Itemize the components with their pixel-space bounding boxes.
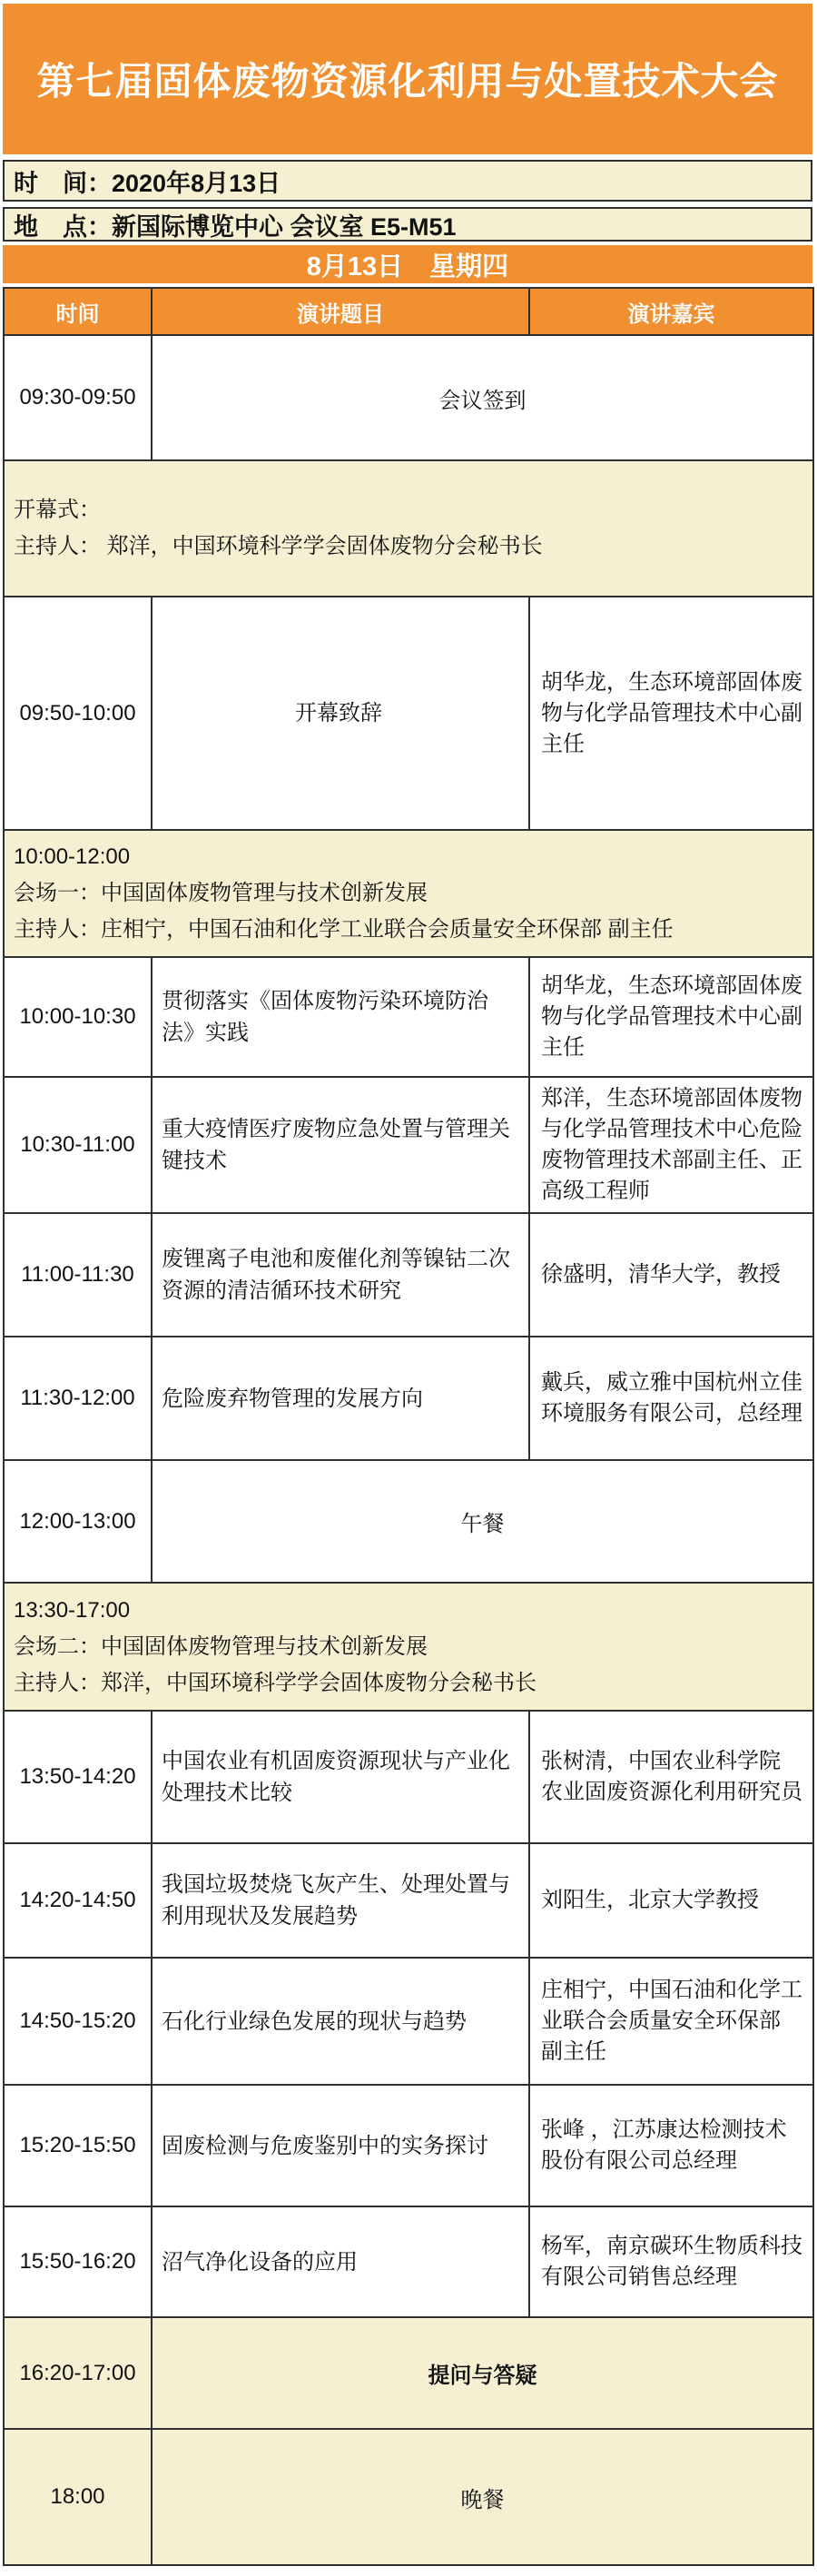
topic-cell: 贯彻落实《固体废物污染环境防治法》实践 [152, 957, 529, 1077]
section-line: 主持人：庄相宁，中国石油和化学工业联合会质量安全环保部 副主任 [14, 917, 674, 942]
schedule-header-row [4, 288, 813, 335]
time-cell: 15:20-15:50 [4, 2085, 152, 2206]
time-cell: 15:50-16:20 [4, 2206, 152, 2317]
time-cell: 11:30-12:00 [4, 1337, 152, 1460]
table-row [4, 957, 813, 1077]
section-cell [4, 1583, 813, 1711]
topic-cell: 我国垃圾焚烧飞灰产生、处理处置与利用现状及发展趋势 [152, 1843, 529, 1958]
guest-cell: 胡华龙，生态环境部固体废物与化学品管理技术中心副主任 [529, 957, 813, 1077]
page-title: 第七届固体废物资源化利用与处置技术大会 [36, 60, 779, 103]
merged-activity-cell: 提问与答疑 [152, 2317, 813, 2429]
table-row [4, 830, 813, 957]
header-guest: 演讲嘉宾 [529, 288, 813, 335]
section-line: 会场二：中国固体废物管理与技术创新发展 [14, 1633, 428, 1659]
guest-cell: 胡华龙，生态环境部固体废物与化学品管理技术中心副主任 [529, 597, 813, 830]
section-line: 10:00-12:00 [14, 844, 131, 869]
date-banner [3, 245, 812, 283]
table-row [4, 1213, 813, 1337]
table-row [4, 597, 813, 830]
guest-cell: 张树清，中国农业科学院 农业固废资源化利用研究员 [529, 1711, 813, 1843]
time-cell: 11:00-11:30 [4, 1213, 152, 1337]
time-cell: 09:50-10:00 [4, 597, 152, 830]
topic-cell: 固废检测与危废鉴别中的实务探讨 [152, 2085, 529, 2206]
section-line: 主持人： 郑洋，中国环境科学学会固体废物分会秘书长 [14, 534, 543, 558]
event-time-row [3, 160, 812, 202]
section-line: 开幕式： [14, 498, 101, 522]
time-cell: 16:20-17:00 [4, 2317, 152, 2429]
guest-cell: 戴兵，威立雅中国杭州立佳环境服务有限公司，总经理 [529, 1337, 813, 1460]
header-time: 时间 [4, 288, 152, 335]
guest-cell: 刘阳生，北京大学教授 [529, 1843, 813, 1958]
header-topic: 演讲题目 [152, 288, 529, 335]
table-row [4, 1583, 813, 1711]
topic-cell: 开幕致辞 [152, 597, 529, 830]
event-time-label: 时 间：2020年8月13日 [14, 169, 281, 197]
agenda-content [3, 4, 812, 2566]
topic-cell: 石化行业绿色发展的现状与趋势 [152, 1958, 529, 2085]
guest-cell: 张峰 ，江苏康达检测技术股份有限公司总经理 [529, 2085, 813, 2206]
topic-cell: 中国农业有机固废资源现状与产业化处理技术比较 [152, 1711, 529, 1843]
guest-cell: 庄相宁，中国石油和化学工业联合会质量安全环保部 副主任 [529, 1958, 813, 2085]
time-cell: 10:30-11:00 [4, 1077, 152, 1213]
time-cell: 14:20-14:50 [4, 1843, 152, 1958]
section-line: 主持人：郑洋，中国环境科学学会固体废物分会秘书长 [14, 1670, 536, 1695]
table-row [4, 1337, 813, 1460]
guest-cell: 杨军，南京碳环生物质科技有限公司销售总经理 [529, 2206, 813, 2317]
merged-activity-cell: 会议签到 [152, 335, 813, 460]
date-banner-label: 8月13日 星期四 [306, 252, 509, 281]
merged-activity-cell: 午餐 [152, 1460, 813, 1583]
guest-cell: 郑洋，生态环境部固体废物与化学品管理技术中心危险废物管理技术部副主任、正高级工程师 [529, 1077, 813, 1213]
table-row [4, 2317, 813, 2429]
table-row [4, 2429, 813, 2565]
table-row [4, 1460, 813, 1583]
title-band [3, 4, 812, 154]
table-row [4, 335, 813, 460]
time-cell: 12:00-13:00 [4, 1460, 152, 1583]
topic-cell: 沼气净化设备的应用 [152, 2206, 529, 2317]
time-cell: 18:00 [4, 2429, 152, 2565]
time-cell: 09:30-09:50 [4, 335, 152, 460]
table-row [4, 1077, 813, 1213]
topic-cell: 重大疫情医疗废物应急处置与管理关键技术 [152, 1077, 529, 1213]
guest-cell: 徐盛明，清华大学，教授 [529, 1213, 813, 1337]
table-row [4, 2206, 813, 2317]
table-row [4, 460, 813, 597]
table-row [4, 1843, 813, 1958]
section-line: 会场一：中国固体废物管理与技术创新发展 [14, 881, 428, 905]
topic-cell: 危险废弃物管理的发展方向 [152, 1337, 529, 1460]
time-cell: 13:50-14:20 [4, 1711, 152, 1843]
table-row [4, 1958, 813, 2085]
schedule-table [3, 287, 814, 2566]
time-cell: 14:50-15:20 [4, 1958, 152, 2085]
section-line: 13:30-17:00 [14, 1597, 131, 1623]
table-row [4, 1711, 813, 1843]
section-cell [4, 830, 813, 957]
time-cell: 10:00-10:30 [4, 957, 152, 1077]
table-row [4, 2085, 813, 2206]
event-venue-row [3, 207, 812, 242]
merged-activity-cell: 晚餐 [152, 2429, 813, 2565]
event-venue-label: 地 点：新国际博览中心 会议室 E5-M51 [14, 212, 457, 241]
section-cell [4, 460, 813, 597]
topic-cell: 废锂离子电池和废催化剂等镍钴二次资源的清洁循环技术研究 [152, 1213, 529, 1337]
